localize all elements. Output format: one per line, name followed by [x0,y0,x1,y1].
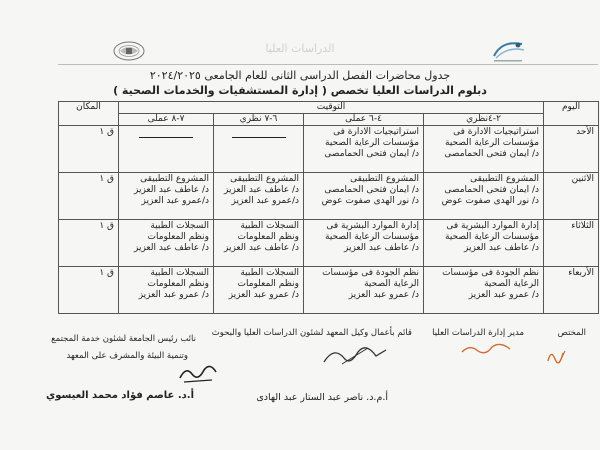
signature-vp-title: نائب رئيس الجامعة لشئون خدمة المجتمع [51,334,196,344]
vice-president-signature [176,362,220,384]
course-cell [304,220,424,267]
signature-vp-name: أ.د. عاصم فؤاد محمد العيسوي [46,390,194,401]
instructor: د/ ايمان فتحى الحمامصى [324,185,420,195]
signature-acting-dean-name: أ.م.د. ناصر عبد الستار عبد الهادى [256,392,388,403]
course-title: السجلات الطبية [240,268,300,278]
instructor: د/ عاطف عبد العزيز [223,185,300,195]
course-cell [304,173,424,220]
course-cell [119,267,214,314]
instructor: د/ عاطف عبد العزيز [223,243,300,253]
instructor: د/ ايمان فتحى الحمامصى [324,149,420,159]
instructor: د/ عمرو عبد العزيز [228,290,300,300]
course-subtitle: ونظم المعلومات [147,279,210,289]
acting-dean-signature [320,342,390,368]
course-title: المشروع التطبيقى [470,174,540,184]
slot-header: ٤-٦ عملى [304,114,424,126]
course-title: السجلات الطبية [150,268,210,278]
instructor: د/ ايمان فتحى الحمامصى [444,149,540,159]
instructor: د/ عاطف عبد العزيز [133,243,210,253]
header-day: اليوم [544,102,599,126]
course-cell [424,173,544,220]
empty-slot [119,126,214,173]
instructor: د/ عاطف عبد العزيز [343,243,420,253]
course-cell [119,220,214,267]
table-row [59,126,599,173]
course-cell [214,267,304,314]
institute-logo [488,36,528,64]
instructor: د/ نور الهدى صفوت عوض [441,196,540,206]
header-divider [58,64,598,65]
course-subtitle: ونظم المعلومات [237,232,300,242]
signature-vp-subtitle: وتنمية البيئة والمشرف على المعهد [66,351,188,361]
header-watermark: الدراسات العليا [265,42,335,55]
course-title: نظم الجودة فى مؤسسات [442,268,540,278]
course-title: إدارة الموارد البشرية فى [326,221,420,231]
place-cell: ق ١ [59,126,119,173]
day-cell: الأربعاء [544,267,599,314]
instructor: د/ عاطف عبد العزيز [463,243,540,253]
course-title: السجلات الطبية [240,221,300,231]
course-subtitle: الرعاية الصحية [484,279,540,289]
instructor: د/ عمرو عبد العزيز [138,290,210,300]
course-cell [424,220,544,267]
slot-header: ٢-٤نظري [424,114,544,126]
instructor: د/ عمرو عبد العزيز [468,290,540,300]
course-cell [119,173,214,220]
course-cell [214,173,304,220]
signature-acting-dean-title: قائم بأعمال وكيل المعهد لشئون الدراسات العليا والبحوث [211,328,412,338]
course-subtitle: ونظم المعلومات [147,232,210,242]
day-cell: الثلاثاء [544,220,599,267]
course-title: استراتيجيات الادارة فى [333,127,420,137]
empty-slot [214,126,304,173]
course-title: السجلات الطبية [150,221,210,231]
empty-dash [139,137,193,138]
instructor: د/ عمرو عبد العزيز [348,290,420,300]
day-cell: الأحد [544,126,599,173]
course-title: المشروع التطبيقى [350,174,420,184]
empty-dash [232,137,286,138]
course-subtitle: الرعاية الصحية [364,279,420,289]
header-timing: التوقيت [119,102,544,114]
slot-header: ٧-٨ عملى [119,114,214,126]
header-place: المكان [59,102,119,126]
course-cell [304,267,424,314]
course-cell [214,220,304,267]
instructor: د/ نور الهدى صفوت عوض [321,196,420,206]
instructor: د/ عاطف عبد العزيز [133,185,210,195]
course-subtitle: مؤسسات الرعاية الصحية [325,138,420,148]
slot-header: ٦-٧ نظري [214,114,304,126]
day-cell: الاثنين [544,173,599,220]
schedule-title: جدول محاضرات الفصل الدراسى الثانى للعام الجامعى ٢٠٢٤/٢٠٢٥ [149,69,451,82]
course-title: نظم الجودة فى مؤسسات [322,268,420,278]
specialist-signature [545,345,569,367]
place-cell: ق ١ [59,267,119,314]
course-title: استراتيجيات الادارة فى [453,127,540,137]
course-subtitle: مؤسسات الرعاية الصحية [445,138,540,148]
program-title: دبلوم الدراسات العليا تخصص ( إدارة المستشفيات والخدمات الصحية ) [113,84,487,97]
course-subtitle: ونظم المعلومات [237,279,300,289]
course-cell [424,126,544,173]
signature-specialist-title: المختص [557,328,586,338]
course-title: المشروع التطبيقى [230,174,300,184]
instructor: د/عمرو عبد العزيز [231,196,300,206]
schedule-table [58,101,599,314]
manager-signature [460,338,512,358]
signature-manager-title: مدير إدارة الدراسات العليا [432,328,524,338]
course-cell [304,126,424,173]
instructor: د/عمرو عبد العزيز [141,196,210,206]
table-row [59,267,599,314]
table-row [59,220,599,267]
instructor: د/ ايمان فتحى الحمامصى [444,185,540,195]
course-subtitle: مؤسسات الرعاية الصحية [445,232,540,242]
place-cell: ق ١ [59,220,119,267]
course-title: إدارة الموارد البشرية فى [446,221,540,231]
course-cell [424,267,544,314]
course-subtitle: مؤسسات الرعاية الصحية [325,232,420,242]
place-cell: ق ١ [59,173,119,220]
table-row [59,173,599,220]
course-title: المشروع التطبيقى [140,174,210,184]
